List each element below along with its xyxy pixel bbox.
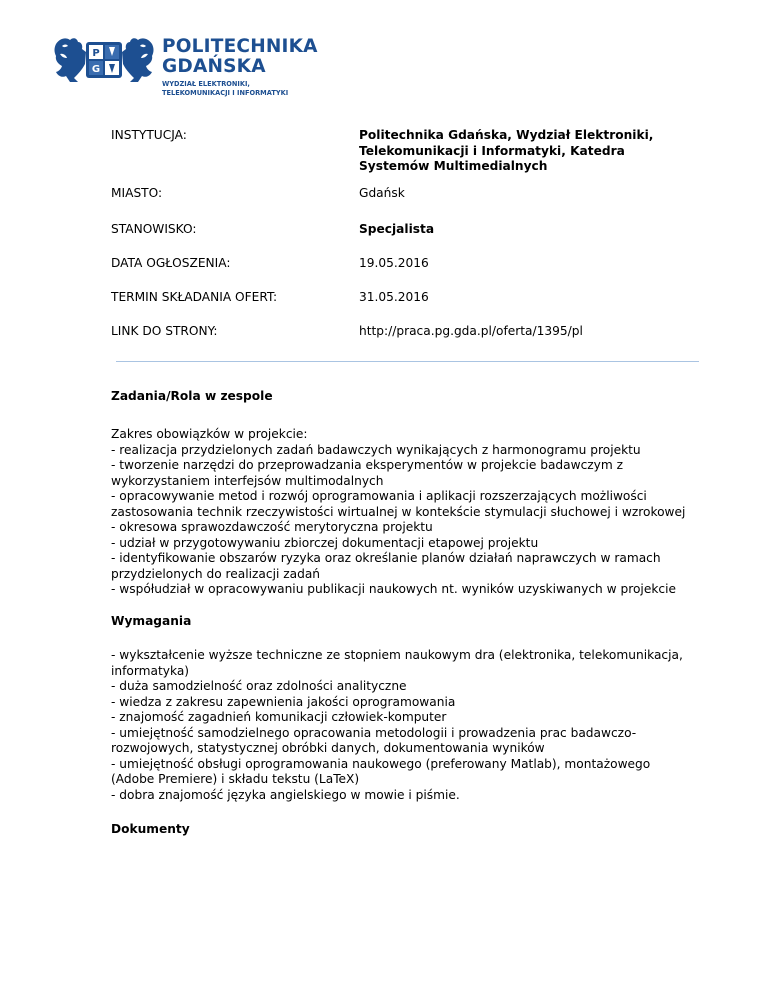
tasks-line: - identyfikowanie obszarów ryzyka oraz określanie planów działań naprawczych w ramach <box>111 551 661 565</box>
requirements-line: - duża samodzielność oraz zdolności analityczne <box>111 679 407 693</box>
emblem-letter-g: G <box>91 64 101 75</box>
requirements-line: - wykształcenie wyższe techniczne ze stopniem naukowym dra (elektronika, telekomunikacja, <box>111 648 683 662</box>
institution-line: Systemów Multimedialnych <box>359 159 548 173</box>
requirements-line: - wiedza z zakresu zapewnienia jakości oprogramowania <box>111 694 456 709</box>
position-label: STANOWISKO: <box>111 222 197 236</box>
tasks-line: - okresowa sprawozdawczość merytoryczna projektu <box>111 520 433 534</box>
requirements-line: - umiejętność obsługi oprogramowania naukowego (preferowany Matlab), montażowego <box>111 756 651 771</box>
deadline-value: 31.05.2016 <box>359 290 429 304</box>
requirements-line: rozwojowych, statystycznej obróbki danych, dokumentowania wyników <box>111 741 545 755</box>
posted-date-value: 19.05.2016 <box>359 256 429 270</box>
university-logo <box>52 34 318 97</box>
institution-value <box>359 128 699 175</box>
position-value: Specjalista <box>359 222 435 236</box>
deadline-label: TERMIN SKŁADANIA OFERT: <box>111 290 278 304</box>
section-divider <box>116 361 699 362</box>
link-label: LINK DO STRONY: <box>111 324 218 338</box>
griffin-emblem-icon <box>52 34 156 86</box>
tasks-line: przydzielonych do realizacji zadań <box>111 566 321 581</box>
logo-subtitle-line2: TELEKOMUNIKACJI I INFORMATYKI <box>162 88 289 97</box>
documents-heading: Dokumenty <box>111 822 190 836</box>
offer-link[interactable]: http://praca.pg.gda.pl/oferta/1395/pl <box>359 324 583 338</box>
tasks-line: Zakres obowiązków w projekcie: <box>111 427 308 441</box>
tasks-line: - realizacja przydzielonych zadań badawczych wynikających z harmonogramu projektu <box>111 442 641 457</box>
logo-title-line1: POLITECHNIKA <box>162 36 318 57</box>
tasks-line: - współudział w opracowywaniu publikacji naukowych nt. wyników uzyskiwanych w projekcie <box>111 582 676 596</box>
institution-label: INSTYTUCJA: <box>111 128 187 142</box>
tasks-section <box>111 389 751 598</box>
logo-subtitle <box>162 80 288 97</box>
tasks-line: - opracowywanie metod i rozwój oprogramowania i aplikacji rozszerzających możliwości <box>111 489 647 503</box>
city-value: Gdańsk <box>359 186 405 200</box>
institution-line: Politechnika Gdańska, Wydział Elektroniki, <box>359 128 654 142</box>
tasks-line: - udział w przygotowywaniu zbiorczej dokumentacji etapowej projektu <box>111 535 539 550</box>
documents-section <box>111 822 751 836</box>
requirements-line: informatyka) <box>111 663 190 678</box>
institution-line: Telekomunikacji i Informatyki, Katedra <box>359 143 625 158</box>
tasks-heading: Zadania/Rola w zespole <box>111 389 273 403</box>
posted-date-label: DATA OGŁOSZENIA: <box>111 256 231 270</box>
city-label: MIASTO: <box>111 186 163 200</box>
logo-subtitle-line1: WYDZIAŁ ELEKTRONIKI, <box>162 80 250 88</box>
requirements-list <box>111 648 751 803</box>
emblem-letter-p: P <box>92 48 100 59</box>
requirements-line: - dobra znajomość języka angielskiego w mowie i piśmie. <box>111 787 460 802</box>
tasks-line: wykorzystaniem interfejsów multimodalnych <box>111 473 384 488</box>
logo-title-line2: GDAŃSKA <box>162 56 266 77</box>
requirements-line: - znajomość zagadnień komunikacji człowiek-komputer <box>111 710 447 724</box>
tasks-list <box>111 427 751 598</box>
requirements-heading: Wymagania <box>111 614 192 628</box>
requirements-line: - umiejętność samodzielnego opracowania metodologii i prowadzenia prac badawczo- <box>111 725 637 740</box>
tasks-line: - tworzenie narzędzi do przeprowadzania eksperymentów w projekcie badawczym z <box>111 458 624 472</box>
requirements-section <box>111 614 751 803</box>
tasks-line: zastosowania technik rzeczywistości wirtualnej w kontekście stymulacji słuchowej i wzrokowej <box>111 504 686 519</box>
requirements-line: (Adobe Premiere) i składu tekstu (LaTeX) <box>111 772 360 786</box>
logo-title <box>162 37 318 77</box>
